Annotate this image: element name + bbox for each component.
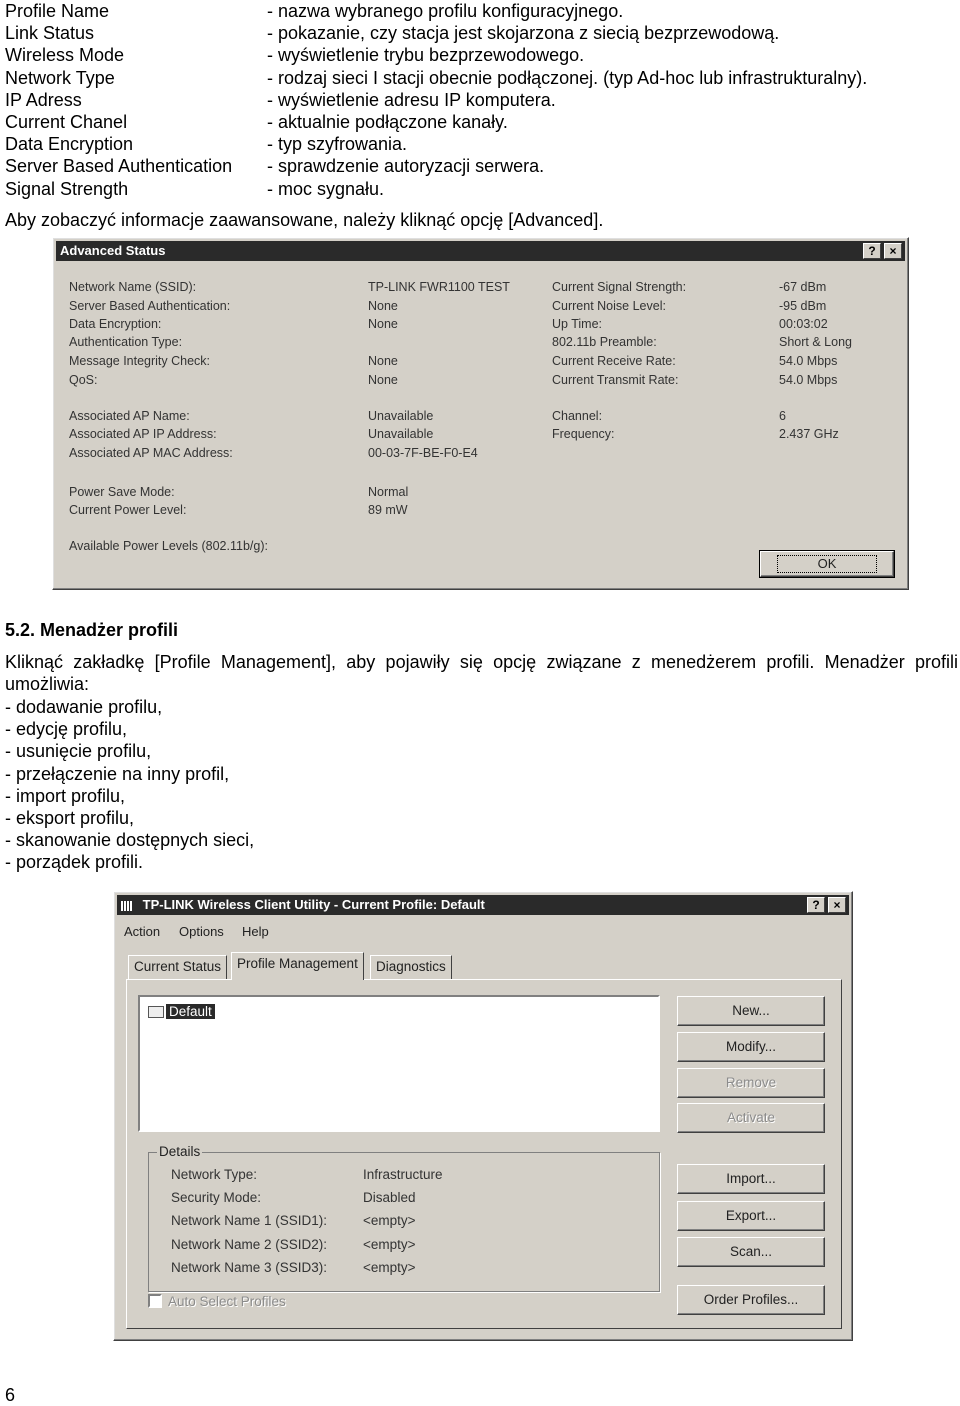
adv-label: Associated AP MAC Address: <box>69 446 233 460</box>
definition-desc: - typ szyfrowania. <box>267 134 408 155</box>
definition-term: Link Status <box>5 23 95 44</box>
definition-row <box>5 155 955 177</box>
adv-value: 00:03:02 <box>779 317 828 331</box>
list-item: - eksport profilu, <box>5 807 135 828</box>
adv-value: TP-LINK FWR1100 TEST <box>368 280 510 294</box>
adv-label: Up Time: <box>552 317 603 331</box>
feature-list <box>5 696 254 874</box>
new-button[interactable]: New... <box>677 996 825 1026</box>
definition-row <box>5 111 955 133</box>
adv-label: Message Integrity Check: <box>69 354 211 368</box>
details-label: Network Name 2 (SSID2): <box>171 1237 328 1252</box>
definition-row <box>5 0 955 22</box>
modify-button[interactable]: Modify... <box>677 1032 825 1062</box>
adv-label: Channel: <box>552 409 603 423</box>
adv-label: Associated AP IP Address: <box>69 427 217 441</box>
details-group <box>148 1144 660 1292</box>
menu-action[interactable]: Action <box>124 924 161 939</box>
definition-term: Current Chanel <box>5 111 128 132</box>
details-label: Network Name 3 (SSID3): <box>171 1260 328 1275</box>
definition-term: Wireless Mode <box>5 45 125 66</box>
definition-desc: - wyświetlenie adresu IP komputera. <box>267 89 556 110</box>
advanced-status-titlebar <box>56 241 905 261</box>
details-label: Network Name 1 (SSID1): <box>171 1213 328 1228</box>
auto-select-checkbox[interactable] <box>148 1294 162 1308</box>
adv-value: None <box>368 317 398 331</box>
adv-label: Available Power Levels (802.11b/g): <box>69 539 268 553</box>
adv-value: 54.0 Mbps <box>779 354 838 368</box>
help-icon[interactable]: ? <box>863 243 881 259</box>
adv-value: None <box>368 354 398 368</box>
adv-value: Short & Long <box>779 335 852 349</box>
definition-term: IP Adress <box>5 89 82 110</box>
tab-diagnostics[interactable]: Diagnostics <box>370 955 452 979</box>
order-profiles-button[interactable]: Order Profiles... <box>677 1285 825 1315</box>
list-item: - skanowanie dostępnych sieci, <box>5 830 255 851</box>
activate-button[interactable]: Activate <box>677 1103 825 1133</box>
tab-profile-management[interactable]: Profile Management <box>231 952 364 980</box>
help-icon[interactable]: ? <box>807 897 825 913</box>
definition-row <box>5 133 955 155</box>
advanced-status-dialog <box>52 237 909 590</box>
advanced-info-text: Aby zobaczyć informacje zaawansowane, należy kliknąć opcję [Advanced]. <box>5 210 604 230</box>
import-button[interactable]: Import... <box>677 1164 825 1194</box>
details-value: <empty> <box>363 1213 416 1228</box>
details-title: Details <box>159 1144 201 1159</box>
definition-desc: - aktualnie podłączone kanały. <box>267 111 508 132</box>
details-value: Infrastructure <box>363 1167 443 1182</box>
adv-label: Power Save Mode: <box>69 485 175 499</box>
adv-label: Current Power Level: <box>69 503 187 517</box>
details-value: <empty> <box>363 1237 416 1252</box>
definition-row <box>5 22 955 44</box>
list-item: - usunięcie profilu, <box>5 741 152 762</box>
adv-value: 6 <box>779 409 786 423</box>
adv-value: -67 dBm <box>779 280 827 294</box>
advanced-status-title: Advanced Status <box>60 243 166 258</box>
utility-title: TP-LINK Wireless Client Utility - Current Profile: Default <box>142 897 485 912</box>
definition-row <box>5 44 955 66</box>
details-label: Security Mode: <box>171 1190 262 1205</box>
adv-label: Current Receive Rate: <box>552 354 676 368</box>
definition-row <box>5 89 955 111</box>
adv-value: Unavailable <box>368 409 434 423</box>
ok-button[interactable] <box>760 551 894 577</box>
adv-label: Current Signal Strength: <box>552 280 687 294</box>
definition-row <box>5 178 955 200</box>
adv-label: Current Noise Level: <box>552 299 666 313</box>
adv-label: Authentication Type: <box>69 335 183 349</box>
adv-value: 54.0 Mbps <box>779 373 838 387</box>
adv-label: Frequency: <box>552 427 615 441</box>
profile-list[interactable] <box>138 995 660 1132</box>
definition-term: Network Type <box>5 67 115 88</box>
definition-term: Signal Strength <box>5 178 129 199</box>
list-item: - przełączenie na inny profil, <box>5 763 230 784</box>
adv-label: 802.11b Preamble: <box>552 335 657 349</box>
adv-value: None <box>368 299 398 313</box>
adv-value: 2.437 GHz <box>779 427 839 441</box>
page-number: 6 <box>5 1385 16 1405</box>
adv-value: Unavailable <box>368 427 434 441</box>
definition-desc: - rodzaj sieci I stacji obecnie podłączonej. (typ Ad-hoc lub infrastrukturalny). <box>267 67 868 88</box>
definition-term: Data Encryption <box>5 134 134 155</box>
close-icon[interactable]: × <box>828 897 846 913</box>
scan-button[interactable]: Scan... <box>677 1237 825 1267</box>
utility-window <box>113 891 853 1341</box>
definition-desc: - moc sygnału. <box>267 178 385 199</box>
adv-label: Current Transmit Rate: <box>552 373 679 387</box>
auto-select-label: Auto Select Profiles <box>168 1294 286 1309</box>
adv-value: Normal <box>368 485 409 499</box>
section-heading: 5.2. Menadżer profili <box>5 620 179 640</box>
details-value: Disabled <box>363 1190 416 1205</box>
profile-name: Default <box>166 1004 215 1019</box>
list-item: - porządek profili. <box>5 852 144 873</box>
adv-label: QoS: <box>69 373 98 387</box>
ok-button-label: OK <box>777 555 878 573</box>
adv-label: Network Name (SSID): <box>69 280 197 294</box>
details-value: <empty> <box>363 1260 416 1275</box>
adv-value: None <box>368 373 398 387</box>
details-label: Network Type: <box>171 1167 258 1182</box>
paragraph: Kliknąć zakładkę [Profile Management], aby pojawiły się opcję związane z menedżerem profili. Menadżer profili umożliwia: <box>5 652 958 694</box>
definition-desc: - sprawdzenie autoryzacji serwera. <box>267 156 545 177</box>
list-item: - edycję profilu, <box>5 719 128 740</box>
definition-row <box>5 67 955 89</box>
adv-value: -95 dBm <box>779 299 827 313</box>
definition-desc: - wyświetlenie trybu bezprzewodowego. <box>267 45 585 66</box>
adv-label: Associated AP Name: <box>69 409 190 423</box>
export-button[interactable]: Export... <box>677 1201 825 1231</box>
adv-value: 00-03-7F-BE-F0-E4 <box>368 446 478 460</box>
definition-term: Profile Name <box>5 1 110 21</box>
definition-desc: - nazwa wybranego profilu konfiguracyjnego. <box>267 1 624 21</box>
tab-current-status[interactable]: Current Status <box>128 955 227 979</box>
definition-list <box>5 0 955 200</box>
profile-icon <box>148 1006 164 1018</box>
definition-term: Server Based Authentication <box>5 156 233 177</box>
definition-desc: - pokazanie, czy stacja jest skojarzona z siecią bezprzewodową. <box>267 23 780 44</box>
menu-options[interactable]: Options <box>179 924 224 939</box>
adv-label: Server Based Authentication: <box>69 299 231 313</box>
adv-label: Data Encryption: <box>69 317 162 331</box>
utility-titlebar <box>117 895 849 915</box>
remove-button[interactable]: Remove <box>677 1068 825 1098</box>
list-item: - dodawanie profilu, <box>5 697 163 717</box>
app-icon <box>121 901 133 911</box>
close-icon[interactable]: × <box>884 243 902 259</box>
menu-help[interactable]: Help <box>242 924 269 939</box>
adv-value: 89 mW <box>368 503 408 517</box>
list-item[interactable] <box>148 1004 215 1019</box>
list-item: - import profilu, <box>5 785 126 806</box>
